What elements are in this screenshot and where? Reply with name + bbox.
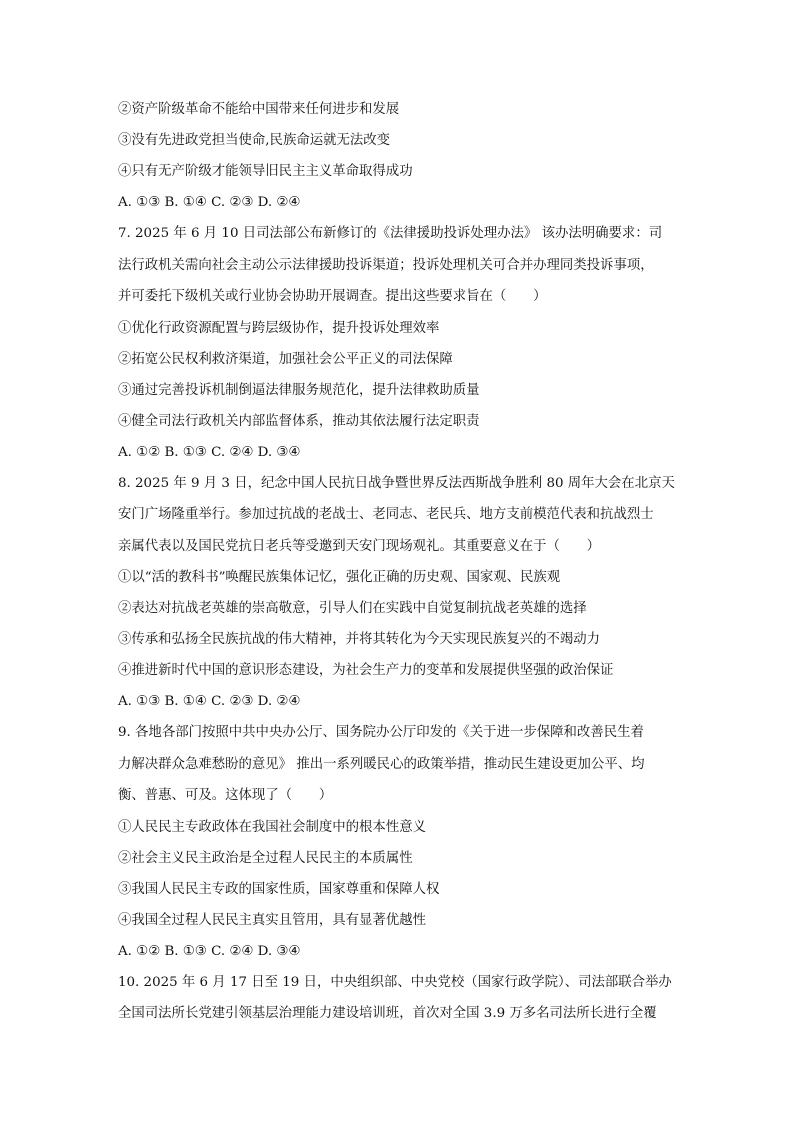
q10-stem-line-2: 全国司法所长党建引领基层治理能力建设培训班，首次对全国 3.9 万多名司法所长进行全覆 [118,1006,657,1021]
q8-stem-line-1: 8. 2025 年 9 月 3 日，纪念中国人民抗日战争暨世界反法西斯战争胜利 80 周年大会在北京天 [118,475,675,491]
document-page [118,100,678,1036]
q8-stem-line-2: 安门广场隆重举行。参加过抗战的老战士、老同志、老民兵、地方支前模范代表和抗战烈士 [118,507,654,522]
q8-answer-choices: A. ①③ B. ①④ C. ②③ D. ②④ [118,694,301,709]
q7-stem-line-2: 法行政机关需向社会主动公示法律援助投诉渠道；投诉处理机关可合并办理同类投诉事项， [118,257,654,273]
q8-stem-line-3: 亲属代表以及国民党抗日老兵等受邀到天安门现场观礼。其重要意义在于（ ） [118,538,601,554]
q6-answer-choices: A. ①③ B. ①④ C. ②③ D. ②④ [118,195,301,210]
question-8 [118,474,678,713]
q7-option-3: ③通过完善投诉机制倒逼法律服务规范化，提升法律救助质量 [118,382,480,398]
question-10 [118,973,678,1025]
q9-stem-line-2: 力解决群众急难愁盼的意见》 推出一系列暖民心的政策举措，推动民生建设更加公平、均 [118,756,645,772]
q10-stem-line-1: 10. 2025 年 6 月 17 日至 19 日，中央组织部、中央党校（国家行政学院）、司法部联合举办 [118,974,672,990]
q8-option-1: ①以“活的教科书”唤醒民族集体记忆，强化正确的历史观、国家观、民族观 [118,570,561,585]
q6-option-2: ②资产阶级革命不能给中国带来任何进步和发展 [118,102,400,117]
q9-option-2: ②社会主义民主政治是全过程人民民主的本质属性 [118,850,413,866]
q7-option-1: ①优化行政资源配置与跨层级协作，提升投诉处理效率 [118,320,440,336]
q8-option-3: ③传承和弘扬全民族抗战的伟大精神，并将其转化为今天实现民族复兴的不竭动力 [118,632,601,647]
q7-option-4: ④健全司法行政机关内部监督体系，推动其依法履行法定职责 [118,413,480,429]
question-6-tail [118,100,678,213]
q6-option-4: ④只有无产阶级才能领导旧民主主义革命取得成功 [118,164,413,179]
q7-stem-line-3: 并可委托下级机关或行业协会协助开展调查。提出这些要求旨在（ ） [118,289,547,304]
q7-option-2: ②拓宽公民权利救济渠道，加强社会公平正义的司法保障 [118,351,453,367]
q8-option-4: ④推进新时代中国的意识形态建设，为社会生产力的变革和发展提供坚强的政治保证 [118,663,614,678]
q6-option-3: ③没有先进政党担当使命,民族命运就无法改变 [118,133,391,148]
q9-stem-line-1: 9. 各地各部门按照中共中央办公厅、国务院办公厅印发的《关于进一步保障和改善民生着 [118,725,644,740]
q7-answer-choices: A. ①② B. ①③ C. ②④ D. ③④ [118,444,301,460]
question-9 [118,723,678,962]
q7-stem-line-1: 7. 2025 年 6 月 10 日司法部公布新修订的《法律援助投诉处理办法》 该办法明确要求：司 [118,226,663,241]
q9-option-1: ①人民民主专政政体在我国社会制度中的根本性意义 [118,819,426,835]
q9-option-3: ③我国人民民主专政的国家性质，国家尊重和保障人权 [118,881,440,897]
q8-option-2: ②表达对抗战老英雄的崇高敬意，引导人们在实践中自觉复制抗战老英雄的选择 [118,601,587,616]
question-7 [118,224,678,463]
q9-option-4: ④我国全过程人民民主真实且管用，具有显著优越性 [118,912,426,928]
q9-stem-line-3: 衡、普惠、可及。这体现了（ ） [118,788,333,803]
q9-answer-choices: A. ①② B. ①③ C. ②④ D. ③④ [118,943,301,959]
